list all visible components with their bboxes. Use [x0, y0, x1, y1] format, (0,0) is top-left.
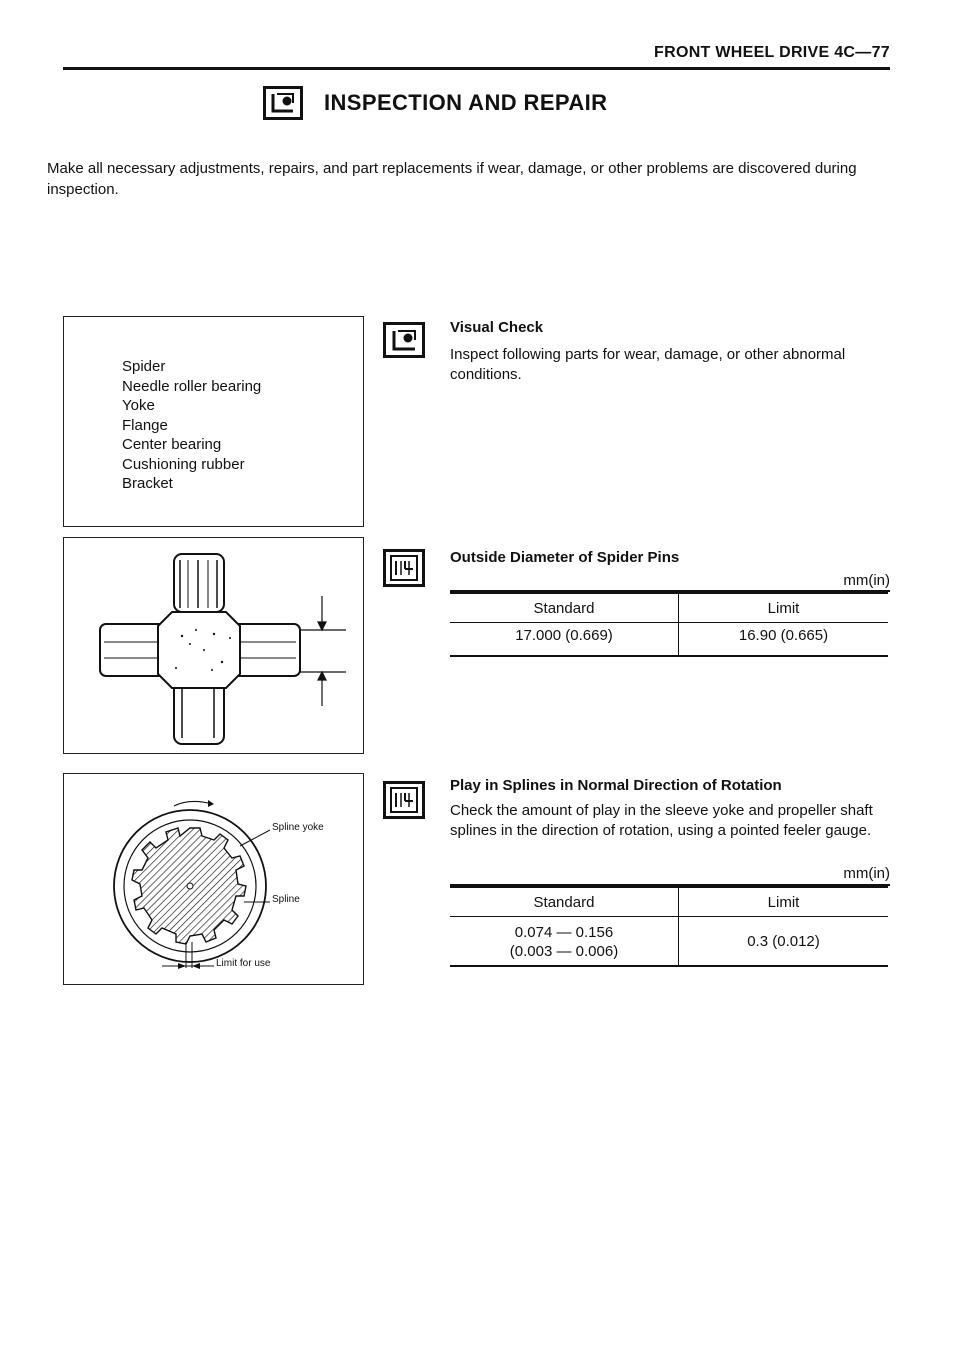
spider-illustration — [64, 538, 362, 752]
spline-play-table — [450, 886, 888, 967]
limit-for-use-label: Limit for use — [216, 958, 271, 969]
spider-pins-table — [450, 592, 888, 657]
measure-icon — [383, 549, 425, 592]
header-rule — [63, 67, 890, 70]
spline-play-unit: mm(in) — [843, 865, 890, 882]
list-item: Flange — [122, 416, 168, 434]
table-header-limit: Limit — [679, 593, 889, 623]
intro-paragraph: Make all necessary adjustments, repairs, and part replacements if wear, damage, or other problems are discovered during inspection. — [47, 160, 857, 198]
spline-figure-panel — [63, 773, 364, 985]
inspect-icon — [263, 86, 303, 125]
list-item: Cushioning rubber — [122, 455, 245, 473]
table-cell — [450, 917, 679, 967]
spline-label: Spline — [272, 894, 300, 905]
table-row — [450, 917, 888, 967]
visual-check-body: Inspect following parts for wear, damage, or other abnormal conditions. — [450, 346, 846, 383]
spline-yoke-label: Spline yoke — [272, 822, 324, 833]
list-item: Yoke — [122, 397, 155, 414]
standard-range-mm: 0.074 — 0.156 — [514, 924, 614, 941]
spider-pins-title: Outside Diameter of Spider Pins — [450, 549, 680, 566]
standard-range-in: (0.003 — 0.006) — [509, 943, 619, 960]
table-header-standard: Standard — [450, 593, 679, 623]
visual-check-title: Visual Check — [450, 319, 544, 336]
spline-play-body: Check the amount of play in the sleeve yoke and propeller shaft splines in the direction of rotation, using a pointed feeler gauge. — [450, 802, 873, 839]
table-cell: 16.90 (0.665) — [738, 627, 829, 644]
parts-list-panel — [63, 316, 364, 527]
spline-play-title: Play in Splines in Normal Direction of Rotation — [450, 777, 782, 794]
running-header: FRONT WHEEL DRIVE 4C—77 — [654, 44, 890, 61]
measure-icon — [383, 781, 425, 824]
list-item: Center bearing — [122, 436, 222, 453]
spider-figure-panel — [63, 537, 364, 754]
list-item: Spider — [122, 358, 166, 375]
spline-illustration — [64, 774, 362, 983]
table-header-standard: Standard — [450, 887, 679, 917]
list-item: Needle roller bearing — [122, 377, 262, 395]
parts-list — [122, 357, 261, 494]
table-header-limit: Limit — [679, 887, 889, 917]
list-item: Bracket — [122, 475, 173, 492]
page-title: INSPECTION AND REPAIR — [324, 90, 608, 115]
table-cell: 17.000 (0.669) — [450, 623, 679, 657]
spider-pins-unit: mm(in) — [843, 572, 890, 589]
table-row — [450, 623, 888, 657]
table-cell: 0.3 (0.012) — [747, 932, 820, 950]
inspect-icon — [383, 322, 425, 363]
